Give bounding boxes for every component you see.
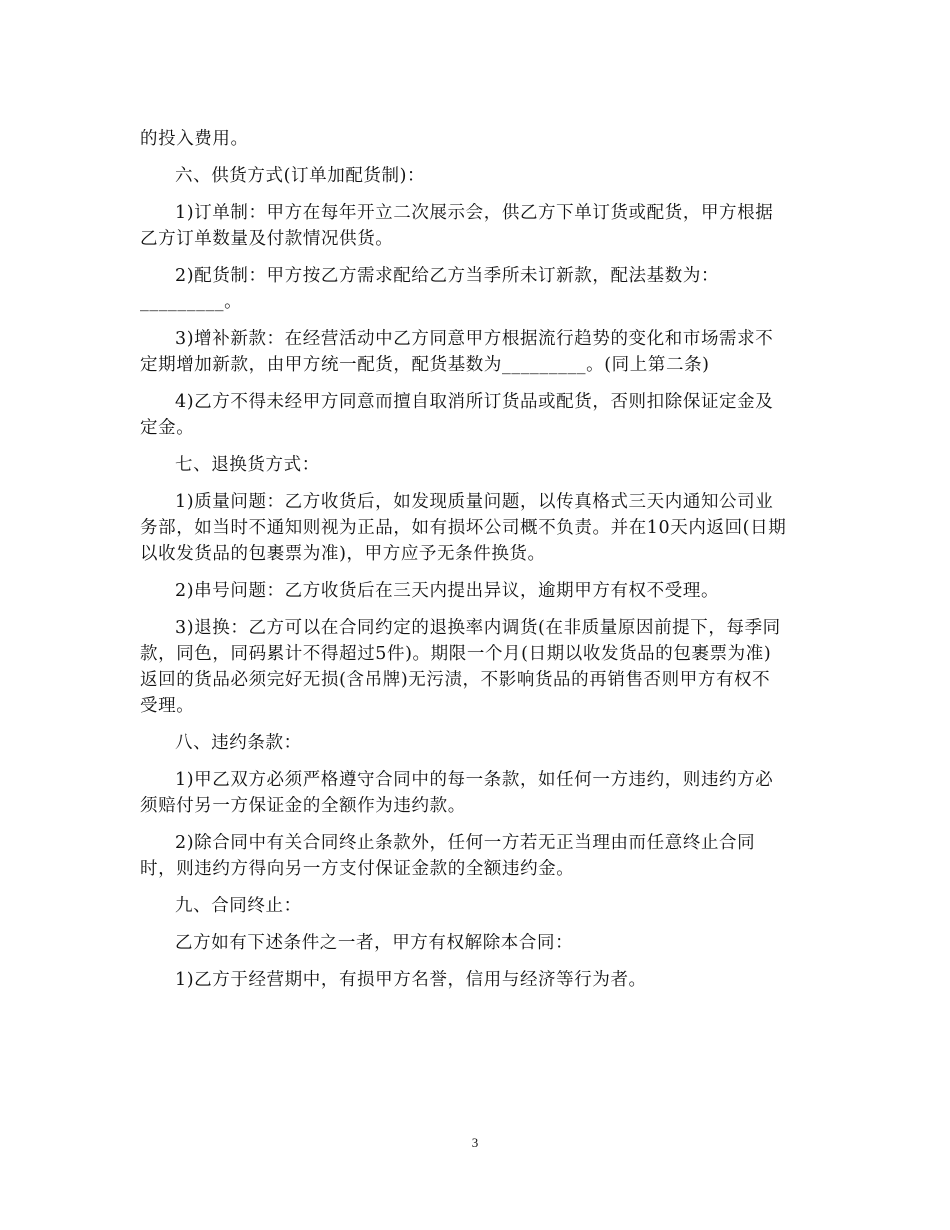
text-line: 2)除合同中有关合同终止条款外，任何一方若无正当理由而任意终止合同 [175,833,756,853]
section-heading-7: 七、退换货方式： [175,455,320,475]
text-line: 乙方订单数量及付款情况供货。 [140,229,394,249]
text-line: 款，同色，同码累计不得超过5件)。期限一个月(日期以收发货品的包裹票为准) [140,644,772,664]
text-line: 1)甲乙双方必须严格遵守合同中的每一条款，如任何一方违约，则违约方必 [175,770,774,790]
section-heading-9: 九、合同终止： [175,896,302,916]
text-line: 1)质量问题：乙方收货后，如发现质量问题，以传真格式三天内通知公司业 [175,492,774,512]
text-line: 2)配货制：甲方按乙方需求配给乙方当季所未订新款，配法基数为： [175,266,720,286]
text-line: 的投入费用。 [140,129,249,149]
text-line: 受理。 [140,696,195,716]
text-line: 返回的货品必须完好无损(含吊牌)无污渍，不影响货品的再销售否则甲方有权不 [140,670,771,690]
text-line: 定金。 [140,418,195,438]
text-line: 时，则违约方得向另一方支付保证金款的全额违约金。 [140,859,575,879]
text-line: 定期增加新款，由甲方统一配货，配货基数为_________。(同上第二条) [140,355,710,375]
text-line: 3)退换：乙方可以在合同约定的退换率内调货(在非质量原因前提下，每季同 [175,618,781,638]
section-heading-6: 六、供货方式(订单加配货制)： [175,166,426,186]
text-line: _________。 [140,292,243,312]
text-line: 4)乙方不得未经甲方同意而擅自取消所订货品或配货，否则扣除保证定金及 [175,392,774,412]
text-line: 务部，如当时不通知则视为正品，如有损坏公司概不负责。并在10天内返回(日期 [140,518,787,538]
text-line: 乙方如有下述条件之一者，甲方有权解除本合同： [175,933,574,953]
text-line: 须赔付另一方保证金的全额作为违约款。 [140,796,466,816]
text-line: 1)订单制：甲方在每年开立二次展示会，供乙方下单订货或配货，甲方根据 [175,203,774,223]
text-line: 3)增补新款：在经营活动中乙方同意甲方根据流行趋势的变化和市场需求不 [175,329,774,349]
text-line: 以收发货品的包裹票为准)，甲方应予无条件换货。 [140,544,546,564]
page-number: 3 [471,1135,479,1150]
text-line: 2)串号问题：乙方收货后在三天内提出异议，逾期甲方有权不受理。 [175,581,720,601]
text-line: 1)乙方于经营期中，有损甲方名誉，信用与经济等行为者。 [175,970,647,990]
document-body [140,126,820,993]
section-heading-8: 八、违约条款： [175,733,302,753]
